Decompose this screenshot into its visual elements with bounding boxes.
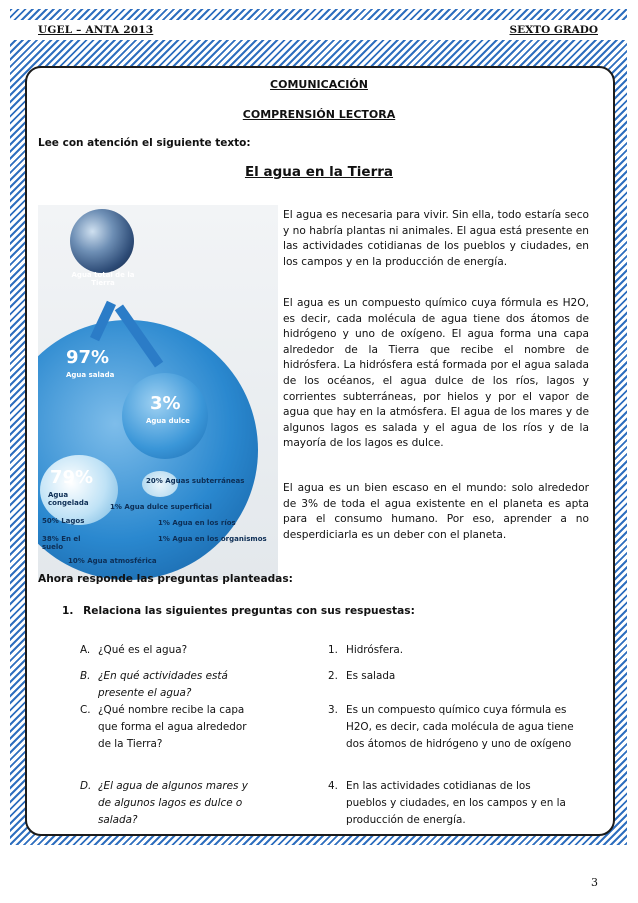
item-label: A. [80,644,91,656]
organisms-label: 1% Agua en los organismos [158,535,267,543]
item-label: B. [80,670,91,682]
fresh-pct: 3% [150,393,181,414]
earth-image [70,209,134,273]
item-text: ¿Qué nombre recibe la capa que forma el agua alrededor de la Tierra? [98,704,247,750]
reading-paragraph: El agua es necesaria para vivir. Sin ella, todo estaría seco y no habría plantas ni animales. El agua está presente en las actividades cotidianas de los pueblos y ciudades, en los campos y en la producción de energía. [283,209,589,268]
item-text: ¿El agua de algunos mares y de algunos lagos es dulce o salada? [98,780,248,826]
water-infographic [38,205,278,580]
groundwater-label: 20% Aguas subterráneas [146,477,245,485]
question-number: 1. [62,605,74,617]
salt-pct: 97% [66,347,110,368]
question-1 [62,605,415,617]
salt-label: Agua salada [66,371,115,379]
item-label: 3. [328,704,338,716]
item-label: D. [80,780,92,792]
intro-text: Lee con atención el siguiente texto: [38,137,251,149]
item-text: Es salada [346,670,396,682]
subject-title: COMUNICACIÓN [270,78,368,91]
fresh-water-circle [122,373,208,459]
soil-label: 38% En el suelo [42,535,81,551]
item-label: 2. [328,670,338,682]
item-label: 4. [328,780,338,792]
item-text: ¿Qué es el agua? [98,644,188,656]
total-water-label: Agua total de la Tierra [71,271,135,287]
surface-label: 1% Agua dulce superficial [110,503,212,511]
ice-circle [40,455,118,525]
atmospheric-label: 10% Agua atmosférica [68,557,157,565]
item-label: 1. [328,644,338,656]
fresh-label: Agua dulce [146,417,190,425]
item-text: En las actividades cotidianas de los pueblos y ciudades, en los campos y en la producción de energía. [346,780,566,826]
lakes-label: 50% Lagos [42,517,85,525]
reading-paragraph: El agua es un compuesto químico cuya fórmula es H2O, es decir, cada molécula de agua tiene dos átomos de hidrógeno y uno de oxígeno. El agua forma una capa alrededor de la Tierra que recibe el nombre de hidrósfera. La hidrósfera está formada por el agua salada de los océanos, el agua dulce de los ríos, lagos y corrientes subterráneas, por hielos y por el vapor de agua que hay en la atmósfera. El agua de los mares y de algunos lagos es salada y el agua de los ríos y de la mayoría de los lagos es dulce. [283,297,589,450]
reading-title: El agua en la Tierra [244,164,394,180]
header-right: SEXTO GRADO [509,24,598,36]
frozen-label: Agua congelada [48,491,89,507]
rivers-label: 1% Agua en los ríos [158,519,236,527]
item-text: Es un compuesto químico cuya fórmula es H2O, es decir, cada molécula de agua tiene dos átomos de hidrógeno y uno de oxígeno [346,704,574,750]
question-text: Relaciona las siguientes preguntas con sus respuestas: [83,605,415,617]
frozen-pct: 79% [50,467,94,488]
questions-prompt: Ahora responde las preguntas planteadas: [38,573,293,585]
header-left: UGEL – ANTA 2013 [38,24,154,36]
item-text: ¿En qué actividades está presente el agua? [98,670,228,699]
section-title: COMPRENSIÓN LECTORA [242,108,396,121]
item-label: C. [80,704,91,716]
item-text: Hidrósfera. [346,644,404,656]
reading-paragraph: El agua es un bien escaso en el mundo: solo alrededor de 3% de toda el agua existente en el planeta es apta para el consumo humano. Por eso, aprender a no desperdiciarla es un deber con el planeta. [283,482,589,541]
page-number: 3 [591,876,598,889]
